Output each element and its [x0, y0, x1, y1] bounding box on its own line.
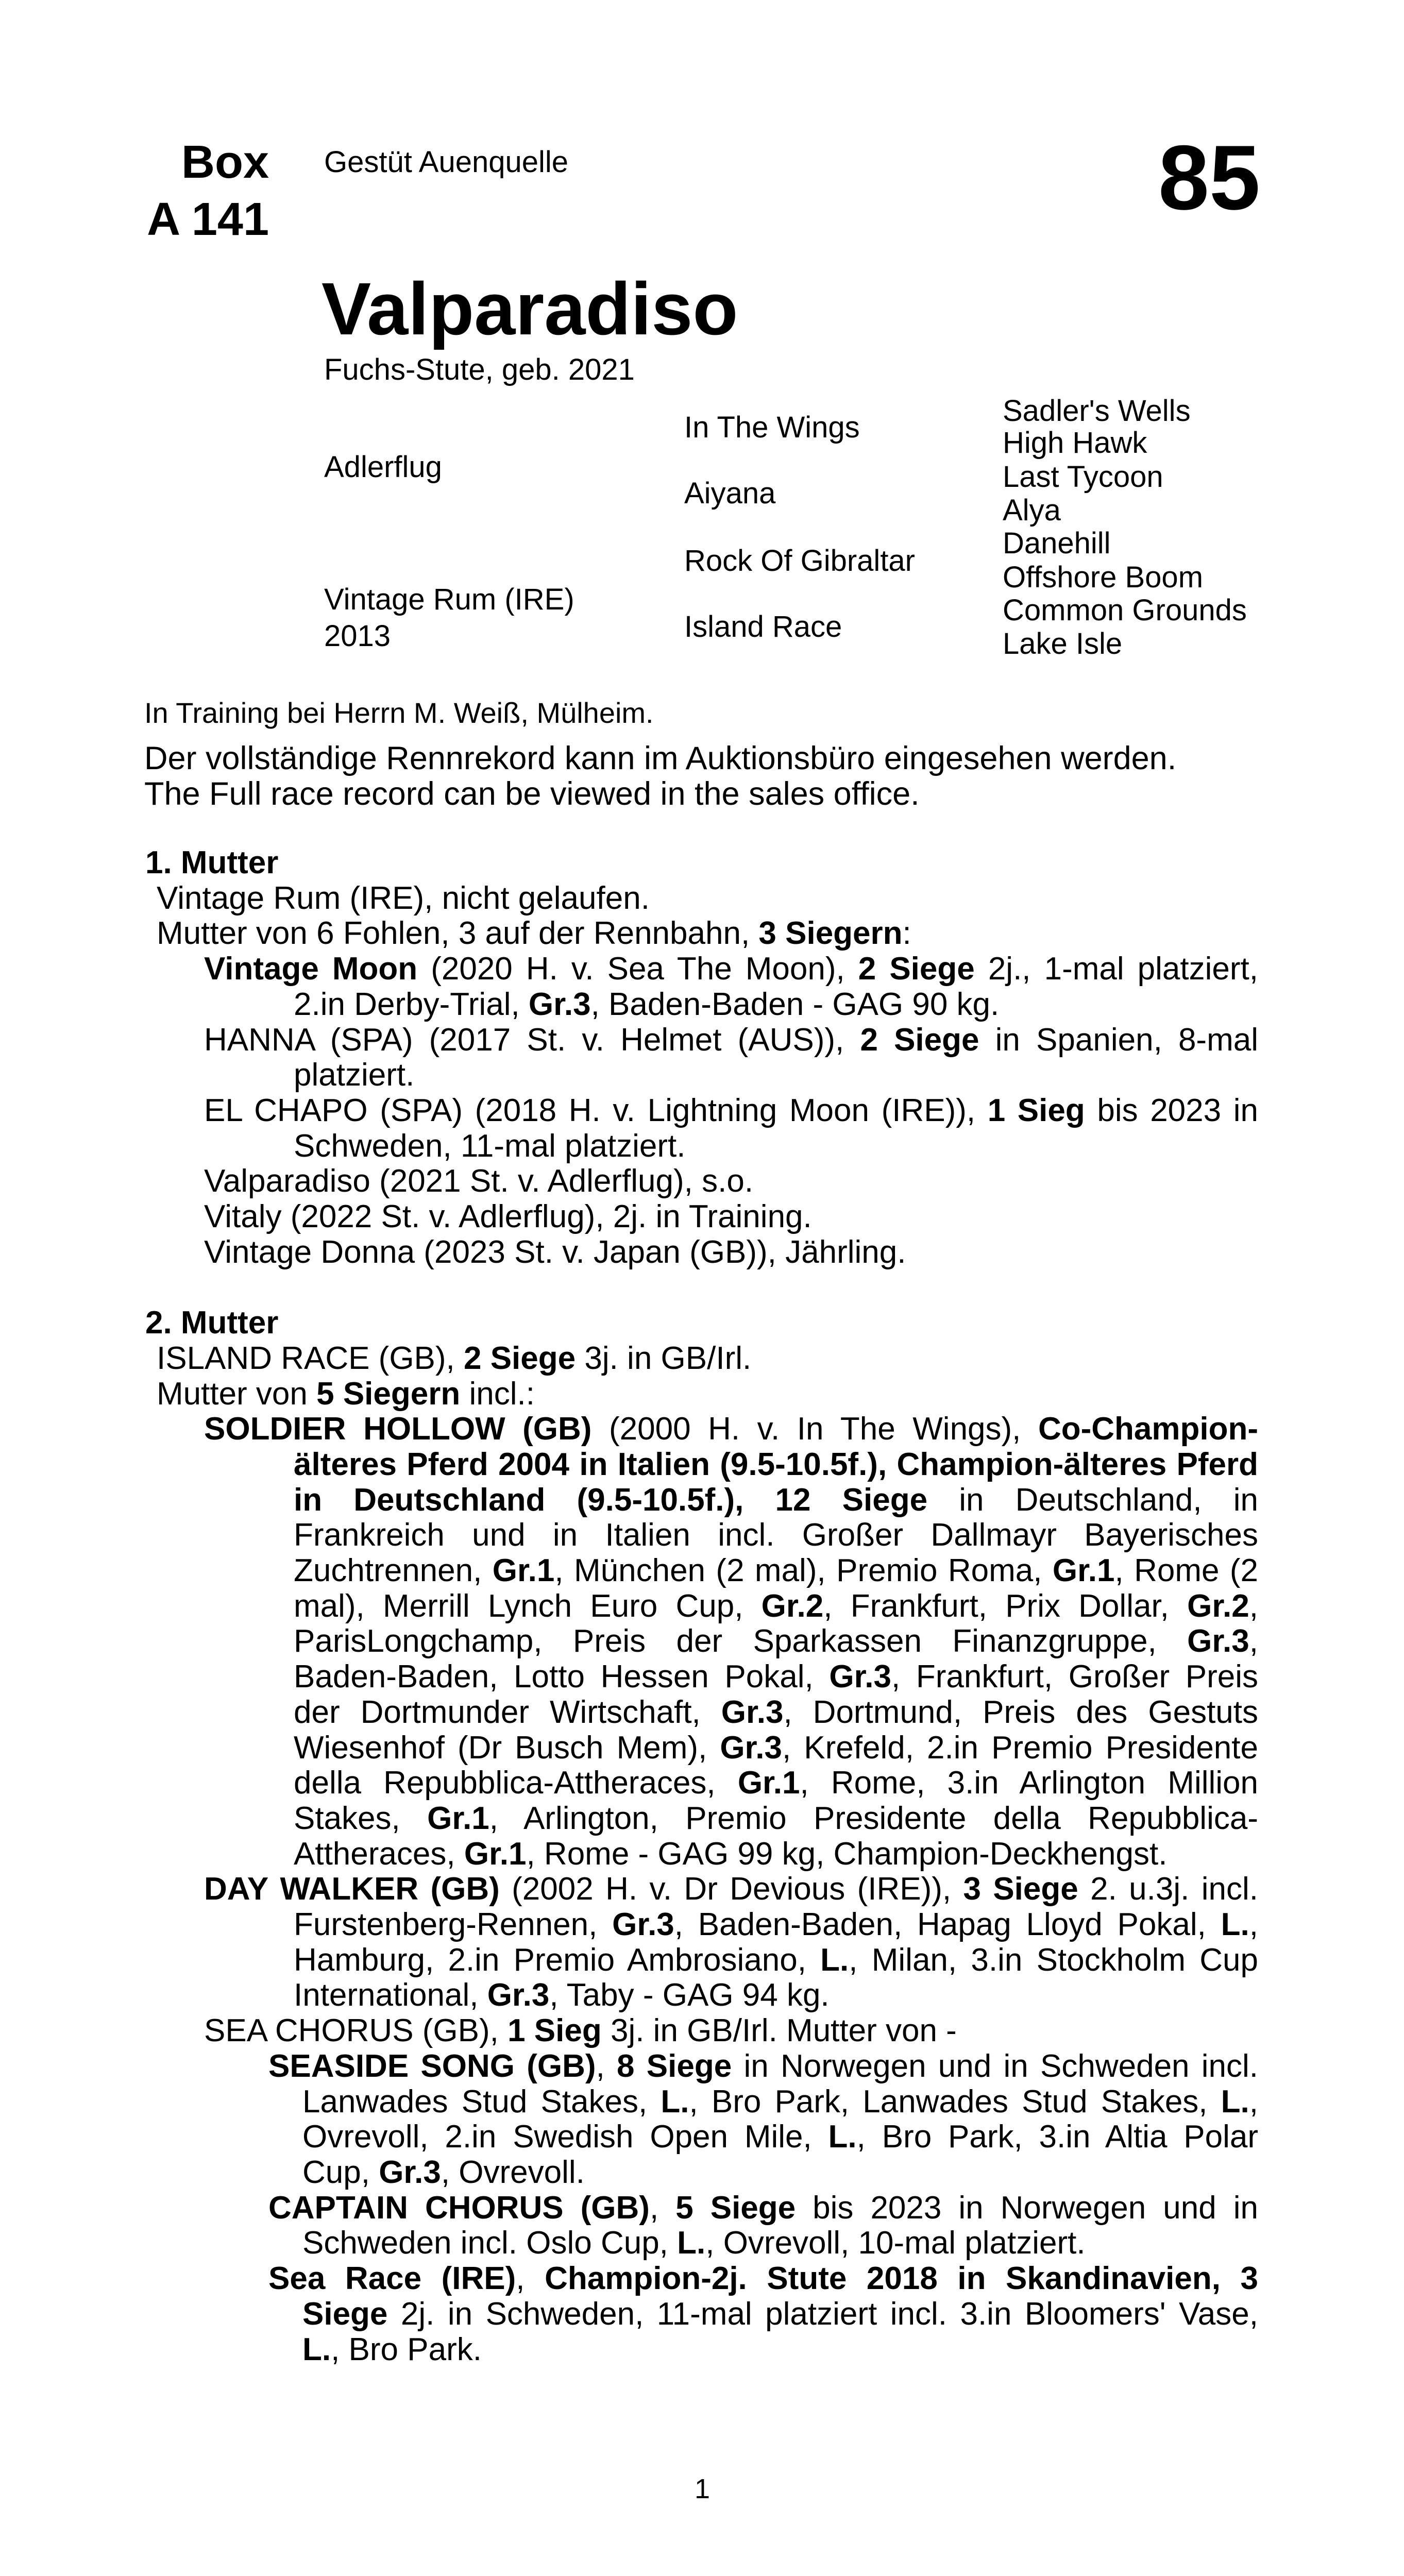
- progeny-entry: [145, 1235, 1258, 1270]
- text: , Milan, 3.in Stockholm Cup International,: [294, 1942, 1258, 2013]
- pedigree-sire: Adlerflug: [324, 450, 442, 484]
- text: , Rome, 3.in Arlington Million Stakes,: [294, 1765, 1258, 1836]
- pedigree-dam: Vintage Rum (IRE): [324, 583, 574, 616]
- bold-text: Gr.3: [721, 1694, 784, 1730]
- bold-text: 1 Sieg: [508, 2013, 602, 2049]
- bold-text: Gr.3: [528, 986, 591, 1022]
- text: , Frankfurt, Großer Preis der Dortmunder Wirtschaft,: [294, 1659, 1258, 1730]
- text: 2j., 1-mal platziert, 2.in Derby-Trial,: [294, 951, 1258, 1022]
- text: , Ovrevoll, 10-mal platziert.: [705, 2225, 1086, 2261]
- text: Mutter von: [157, 1376, 317, 1412]
- text: , Hamburg, 2.in Premio Ambrosiano,: [294, 1907, 1258, 1978]
- lot-number: 85: [1158, 126, 1260, 229]
- text: Vitaly (2022 St. v. Adlerflug), 2j. in Training.: [204, 1199, 812, 1235]
- section-heading: 2. Mutter: [145, 1305, 279, 1341]
- breeder-name: Gestüt Auenquelle: [324, 145, 569, 179]
- text: Vintage Donna (2023 St. v. Japan (GB)), Jährling.: [204, 1234, 906, 1270]
- text: (2000 H. v. In The Wings),: [591, 1411, 1038, 1447]
- text: Mutter von 6 Fohlen, 3 auf der Rennbahn,: [157, 916, 759, 952]
- text: , Arlington, Premio Presidente della Repubblica-Attheraces,: [294, 1800, 1258, 1872]
- progeny-entry: [145, 2191, 1258, 2261]
- text: bis 2023 in Schweden, 11-mal platziert.: [294, 1092, 1258, 1164]
- progeny-entry: [145, 1164, 1258, 1199]
- bold-text: 5 Siegern: [316, 1376, 461, 1412]
- pedigree-dam-year: 2013: [324, 619, 391, 653]
- text: (2002 H. v. Dr Devious (IRE)),: [499, 1871, 963, 1907]
- text: , Dortmund, Preis des Gestuts Wiesenhof (Dr Busch Mem),: [294, 1694, 1259, 1766]
- pedigree-sire-sire: In The Wings: [684, 411, 860, 444]
- pedigree-gen3: Offshore Boom: [1003, 561, 1204, 594]
- bold-text: 2 Siege: [464, 1340, 576, 1376]
- bold-text: SEASIDE SONG (GB): [268, 2048, 596, 2084]
- bold-text: Sea Race (IRE): [268, 2261, 516, 2297]
- pedigree-dam-dam: Island Race: [684, 610, 842, 643]
- text: in Deutschland, in Frankreich und in Italien incl. Großer Dallmayr Bayerisches Zuchtrennen,: [294, 1482, 1258, 1589]
- bold-text: Co-Champion-älteres Pferd 2004 in Italien (9.5-10.5f.), Champion-älteres Pferd in Deutschland (9.5-10.5f.), 12 Siege: [294, 1411, 1258, 1518]
- pedigree-gen3: Common Grounds: [1003, 594, 1247, 627]
- text: , Baden-Baden - GAG 90 kg.: [590, 986, 1000, 1022]
- progeny-entry: [145, 952, 1258, 1022]
- pedigree-gen3: Sadler's Wells: [1003, 394, 1191, 428]
- text: SEA CHORUS (GB),: [204, 2013, 508, 2049]
- dam-record: [145, 881, 1258, 917]
- pedigree-dam-sire: Rock Of Gibraltar: [684, 544, 915, 578]
- bold-text: Gr.2: [1187, 1588, 1249, 1624]
- text: , Bro Park, 3.in Altia Polar Cup,: [302, 2119, 1259, 2190]
- bold-text: Gr.1: [492, 1553, 555, 1589]
- bold-text: Gr.3: [1187, 1623, 1249, 1659]
- bold-text: DAY WALKER (GB): [204, 1871, 500, 1907]
- bold-text: Vintage Moon: [204, 951, 418, 987]
- section-spacer: [145, 1270, 1258, 1306]
- text: , Baden-Baden, Lotto Hessen Pokal,: [294, 1623, 1258, 1695]
- bold-text: 2 Siege: [858, 951, 975, 987]
- text: Valparadiso (2021 St. v. Adlerflug), s.o.: [204, 1163, 754, 1199]
- bold-text: CAPTAIN CHORUS (GB): [268, 2190, 650, 2226]
- bold-text: 2 Siege: [860, 1022, 979, 1058]
- bold-text: Gr.1: [737, 1765, 800, 1801]
- bold-text: L.: [1221, 1907, 1249, 1943]
- page-number: 1: [695, 2473, 711, 2504]
- bold-text: 5 Siege: [675, 2190, 796, 2226]
- text: , Rome - GAG 99 kg, Champion-Deckhengst.: [526, 1836, 1168, 1872]
- text: , Bro Park.: [331, 2331, 482, 2367]
- bold-text: Gr.1: [464, 1836, 527, 1872]
- text: ISLAND RACE (GB),: [157, 1340, 464, 1376]
- bold-text: L.: [302, 2331, 331, 2367]
- progeny-entry: [145, 2049, 1258, 2191]
- text: 3j. in GB/Irl.: [576, 1340, 752, 1376]
- bold-text: Champion-2j. Stute 2018 in Skandinavien, 3 Siege: [302, 2261, 1258, 2332]
- text: ,: [649, 2190, 676, 2226]
- box-label: Box: [181, 137, 269, 188]
- text: 2. u.3j. incl. Furstenberg-Rennen,: [294, 1871, 1258, 1943]
- text: , Bro Park, Lanwades Stud Stakes,: [689, 2083, 1221, 2120]
- horse-name: Valparadiso: [322, 267, 738, 350]
- text: , ParisLongchamp, Preis der Sparkassen Finanzgruppe,: [294, 1588, 1258, 1659]
- text: , Ovrevoll, 2.in Swedish Open Mile,: [302, 2083, 1258, 2155]
- training-note: In Training bei Herrn M. Weiß, Mülheim.: [144, 697, 654, 729]
- race-record-note-en: The Full race record can be viewed in the sales office.: [144, 776, 920, 812]
- text: , Baden-Baden, Hapag Lloyd Pokal,: [674, 1907, 1221, 1943]
- bold-text: Gr.1: [1052, 1553, 1115, 1589]
- pedigree-gen3: High Hawk: [1003, 426, 1147, 460]
- text: in Spanien, 8-mal platziert.: [294, 1022, 1258, 1093]
- bold-text: Gr.3: [612, 1907, 674, 1943]
- bold-text: Gr.3: [829, 1659, 891, 1695]
- dam-record: [145, 1377, 1258, 1412]
- bold-text: Gr.3: [487, 1977, 550, 2013]
- text: 2j. in Schweden, 11-mal platziert incl. 3.in Bloomers' Vase,: [387, 2296, 1258, 2332]
- progeny-entry: [145, 2261, 1258, 2367]
- text: , Frankfurt, Prix Dollar,: [823, 1588, 1188, 1624]
- race-record-note-de: Der vollständige Rennrekord kann im Auktionsbüro eingesehen werden.: [144, 740, 1177, 776]
- text: ,: [516, 2261, 545, 2297]
- bold-text: L.: [677, 2225, 706, 2261]
- text: Vintage Rum (IRE), nicht gelaufen.: [157, 880, 650, 916]
- progeny-entry: [145, 1872, 1258, 2013]
- text: ,: [596, 2048, 617, 2084]
- dam-record: [145, 1341, 1258, 1377]
- text: incl.:: [460, 1376, 535, 1412]
- text: HANNA (SPA) (2017 St. v. Helmet (AUS)),: [204, 1022, 860, 1058]
- horse-description: Fuchs-Stute, geb. 2021: [324, 353, 635, 386]
- pedigree-gen3: Danehill: [1003, 527, 1111, 560]
- dam-record: [145, 916, 1258, 952]
- bold-text: 3 Siege: [963, 1871, 1078, 1907]
- bold-text: L.: [1221, 2083, 1249, 2120]
- bold-text: 8 Siege: [617, 2048, 732, 2084]
- pedigree-gen3: Lake Isle: [1003, 627, 1123, 660]
- progeny-entry: [145, 2013, 1258, 2049]
- progeny-entry: [145, 1412, 1258, 1872]
- bold-text: 1 Sieg: [987, 1092, 1085, 1128]
- text: :: [902, 916, 911, 952]
- bold-text: L.: [828, 2119, 857, 2155]
- section-heading: 1. Mutter: [145, 845, 279, 880]
- bold-text: 3 Siegern: [758, 916, 903, 952]
- text: , Ovrevoll.: [441, 2155, 585, 2190]
- text: , Krefeld, 2.in Premio Presidente della Repubblica-Attheraces,: [294, 1730, 1258, 1801]
- bold-text: L.: [820, 1942, 849, 1978]
- progeny-entry: [145, 1199, 1258, 1235]
- text: in Norwegen und in Schweden incl. Lanwades Stud Stakes,: [302, 2048, 1259, 2120]
- text: 3j. in GB/Irl. Mutter von -: [601, 2013, 957, 2049]
- pedigree-sire-dam: Aiyana: [684, 477, 776, 510]
- text: bis 2023 in Norwegen und in Schweden incl. Oslo Cup,: [302, 2190, 1259, 2261]
- progeny-entry: [145, 1023, 1258, 1093]
- pedigree-gen3: Alya: [1003, 494, 1061, 527]
- bold-text: SOLDIER HOLLOW (GB): [204, 1411, 592, 1447]
- progeny-entry: [145, 1093, 1258, 1164]
- text: , München (2 mal), Premio Roma,: [554, 1553, 1053, 1589]
- pedigree-gen3: Last Tycoon: [1003, 460, 1163, 494]
- bold-text: Gr.1: [427, 1800, 489, 1836]
- text: EL CHAPO (SPA) (2018 H. v. Lightning Moon (IRE)),: [204, 1092, 988, 1128]
- box-number: A 141: [147, 194, 269, 245]
- family-record: [145, 845, 1258, 2367]
- text: (2020 H. v. Sea The Moon),: [417, 951, 858, 987]
- bold-text: L.: [661, 2083, 689, 2120]
- bold-text: Gr.3: [720, 1730, 782, 1766]
- bold-text: Gr.3: [379, 2155, 441, 2190]
- bold-text: Gr.2: [761, 1588, 824, 1624]
- text: , Rome (2 mal), Merrill Lynch Euro Cup,: [294, 1553, 1258, 1624]
- text: , Taby - GAG 94 kg.: [549, 1977, 830, 2013]
